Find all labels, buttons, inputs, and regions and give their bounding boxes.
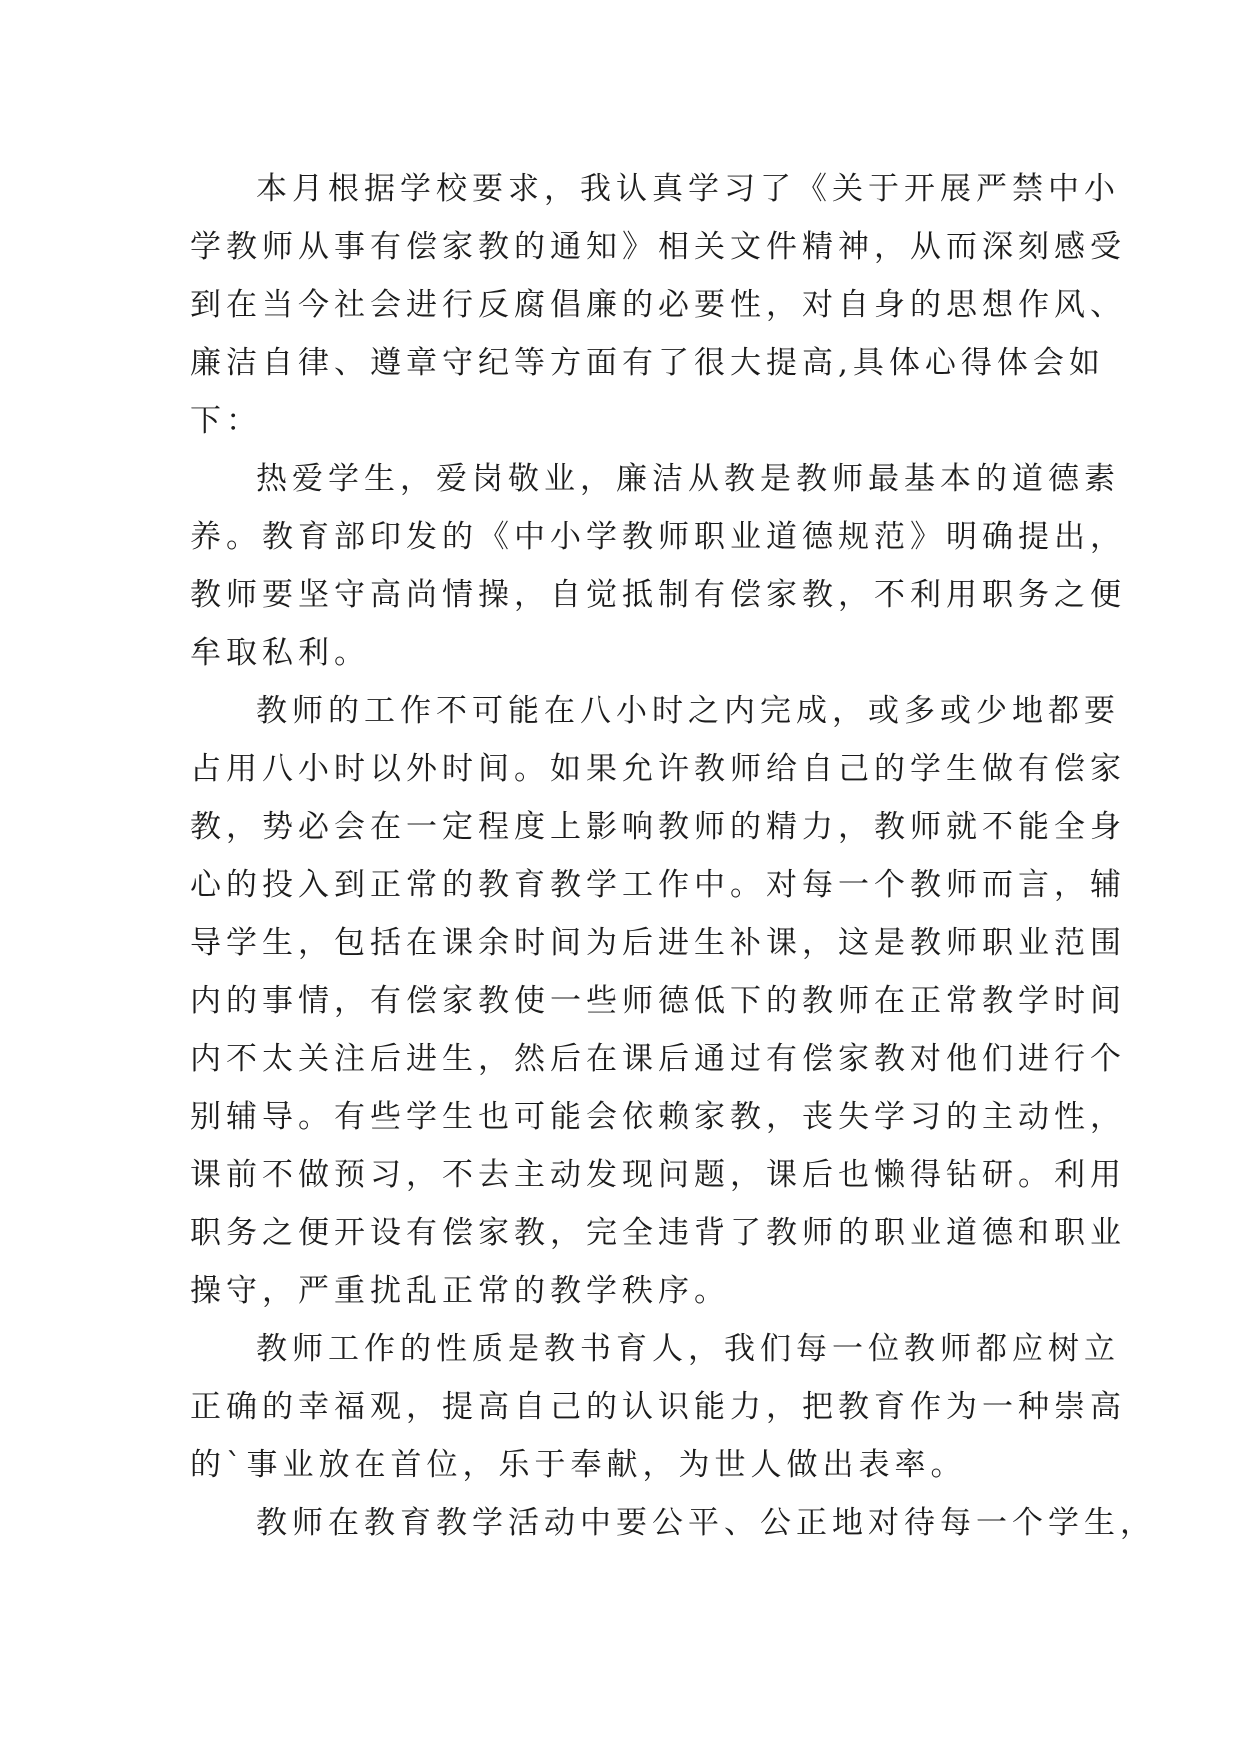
paragraph-3-line-10: 职务之便开设有偿家教，完全违背了教师的职业道德和职业 (190, 1215, 1126, 1251)
paragraph-3-line-2: 占用八小时以外时间。如果允许教师给自己的学生做有偿家 (190, 751, 1126, 787)
paragraph-2-line-4: 牟取私利。 (190, 635, 370, 671)
paragraph-3-line-11: 操守，严重扰乱正常的教学秩序。 (190, 1273, 730, 1309)
paragraph-2-line-3: 教师要坚守高尚情操，自觉抵制有偿家教，不利用职务之便 (190, 577, 1126, 613)
paragraph-3-line-9: 课前不做预习，不去主动发现问题，课后也懒得钻研。利用 (190, 1157, 1126, 1193)
paragraph-3-line-6: 内的事情，有偿家教使一些师德低下的教师在正常教学时间 (190, 983, 1126, 1019)
paragraph-1-line-5: 下： (190, 403, 262, 439)
paragraph-4-line-3: 的`事业放在首位，乐于奉献，为世人做出表率。 (190, 1447, 967, 1483)
paragraph-5-line-1: 教师在教育教学活动中要公平、公正地对待每一个学生， (256, 1505, 1156, 1541)
paragraph-1-line-2: 学教师从事有偿家教的通知》相关文件精神，从而深刻感受 (190, 229, 1126, 265)
body-text (190, 160, 1156, 1552)
paragraph-4-line-1: 教师工作的性质是教书育人，我们每一位教师都应树立 (256, 1331, 1120, 1367)
paragraph-2-line-2: 养。教育部印发的《中小学教师职业道德规范》明确提出， (190, 519, 1126, 555)
paragraph-3-line-7: 内不太关注后进生，然后在课后通过有偿家教对他们进行个 (190, 1041, 1126, 1077)
paragraph-3-line-3: 教，势必会在一定程度上影响教师的精力，教师就不能全身 (190, 809, 1126, 845)
paragraph-4-line-2: 正确的幸福观，提高自己的认识能力，把教育作为一种崇高 (190, 1389, 1126, 1425)
paragraph-3-line-5: 导学生，包括在课余时间为后进生补课，这是教师职业范围 (190, 925, 1126, 961)
paragraph-3-line-4: 心的投入到正常的教育教学工作中。对每一个教师而言，辅 (190, 867, 1126, 903)
paragraph-3-line-8: 别辅导。有些学生也可能会依赖家教，丧失学习的主动性， (190, 1099, 1126, 1135)
paragraph-1-line-3: 到在当今社会进行反腐倡廉的必要性，对自身的思想作风、 (190, 287, 1126, 323)
paragraph-1-line-4: 廉洁自律、遵章守纪等方面有了很大提高,具体心得体会如 (190, 345, 1105, 381)
paragraph-1-line-1: 本月根据学校要求，我认真学习了《关于开展严禁中小 (256, 171, 1120, 207)
paragraph-3-line-1: 教师的工作不可能在八小时之内完成，或多或少地都要 (256, 693, 1120, 729)
paragraph-2-line-1: 热爱学生，爱岗敬业，廉洁从教是教师最基本的道德素 (256, 461, 1120, 497)
